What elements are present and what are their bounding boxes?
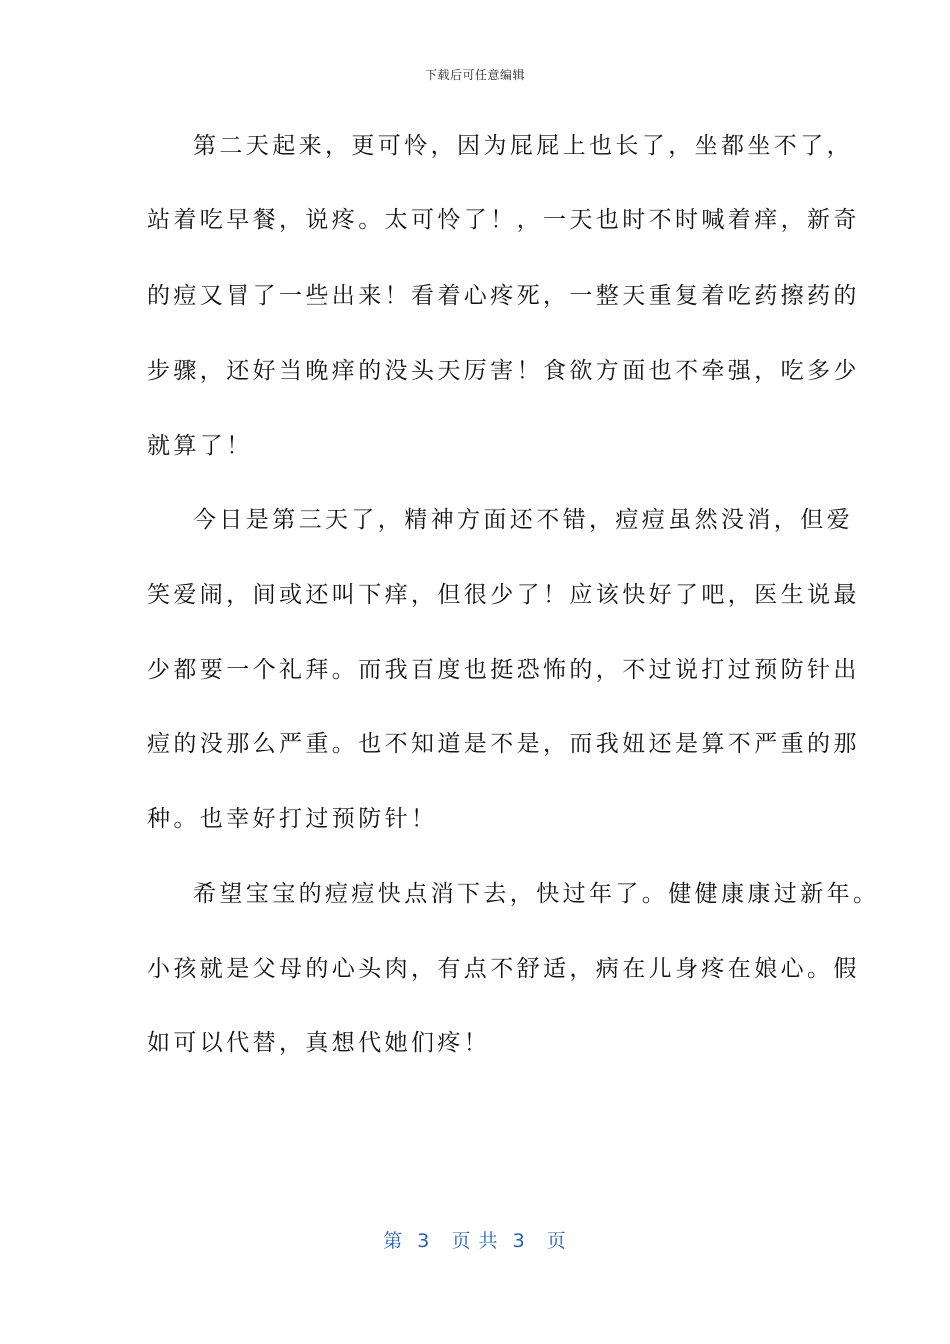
text-line: 小孩就是父母的心头肉，有点不舒适，病在儿身疼在娘心。假 bbox=[147, 956, 860, 982]
text-line: 第二天起来，更可怜，因为屁屁上也长了，坐都坐不了， bbox=[193, 133, 853, 159]
text-line: 站着吃早餐，说疼。太可怜了！，一天也时不时喊着痒，新奇 bbox=[147, 207, 860, 233]
text-line: 如可以代替，真想代她们疼！ bbox=[147, 1030, 491, 1056]
text-line: 少都要一个礼拜。而我百度也挺恐怖的，不过说打过预防针出 bbox=[147, 657, 860, 683]
text-line: 希望宝宝的痘痘快点消下去，快过年了。健健康康过新年。 bbox=[193, 881, 880, 907]
page-header: 下载后可任意编辑 bbox=[424, 68, 525, 82]
page-number-footer: 第 3 页 共 3 页 bbox=[383, 1230, 567, 1252]
text-line: 的痘又冒了一些出来！看着心疼死，一整天重复着吃药擦药的 bbox=[147, 283, 860, 309]
text-line: 种。也幸好打过预防针！ bbox=[147, 806, 438, 832]
text-line: 笑爱闹，间或还叫下痒，但很少了！应该快好了吧，医生说最 bbox=[147, 582, 860, 608]
text-line: 今日是第三天了，精神方面还不错，痘痘虽然没消，但爱 bbox=[193, 507, 853, 533]
text-line: 痘的没那么严重。也不知道是不是，而我妞还是算不严重的那 bbox=[147, 731, 860, 757]
text-line: 步骤，还好当晚痒的没头天厉害！食欲方面也不牵强，吃多少 bbox=[147, 358, 860, 384]
text-line: 就算了！ bbox=[147, 433, 253, 459]
